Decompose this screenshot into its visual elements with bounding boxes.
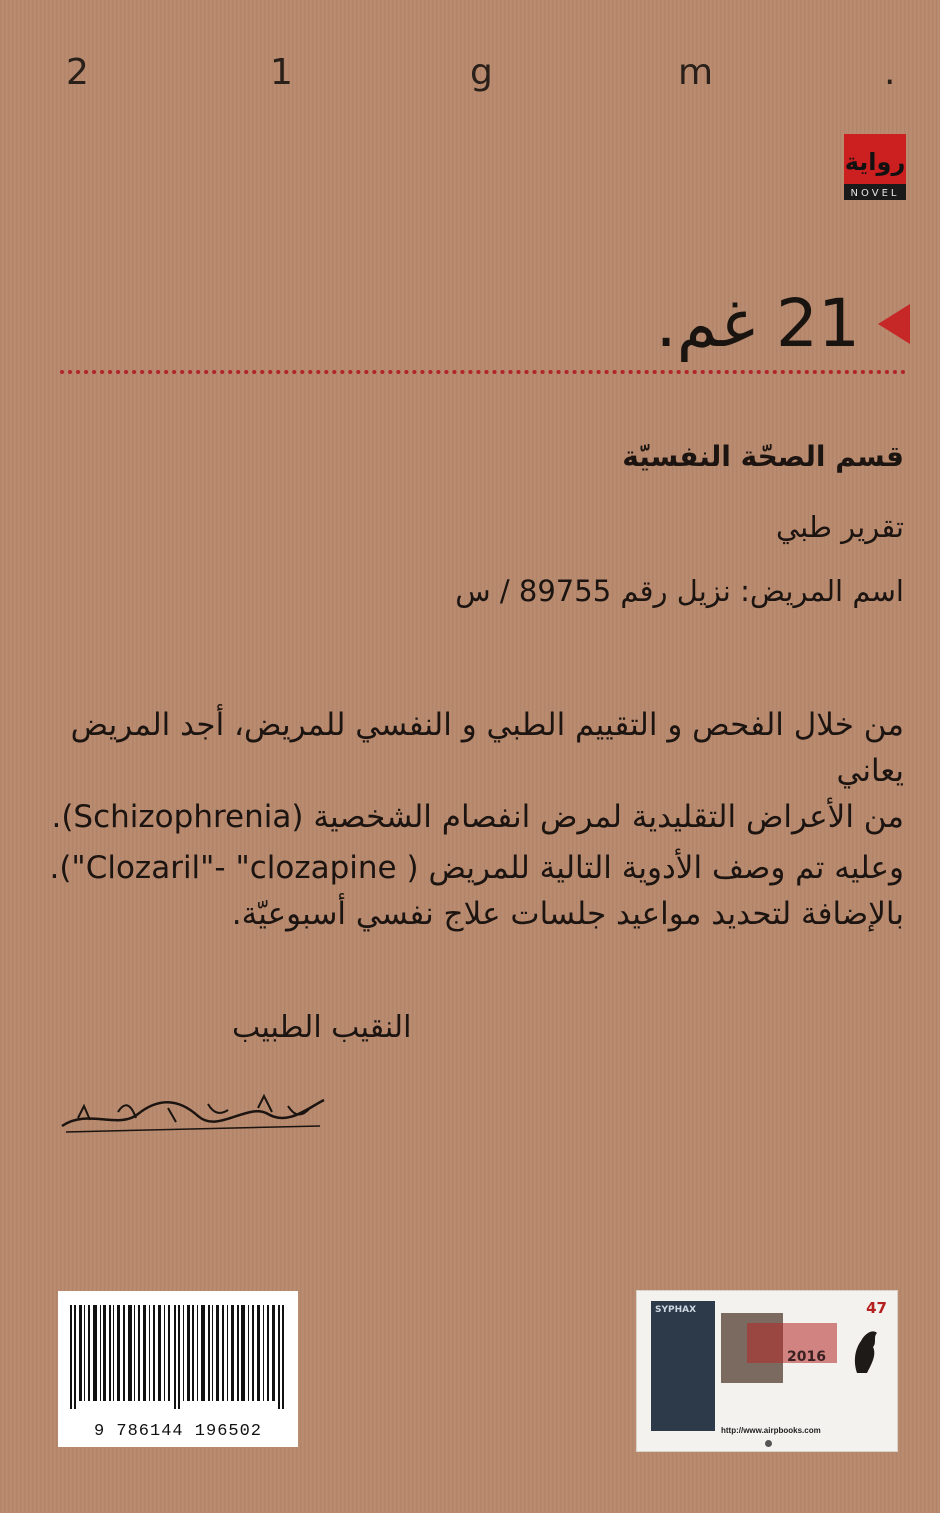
header-letters (0, 52, 940, 102)
department-heading: قسم الصحّة النفسيّة (622, 440, 904, 473)
isbn-barcode (58, 1291, 298, 1447)
doctor-title: النقيب الطبيب (232, 1010, 412, 1045)
treatment-line-2: بالإضافة لتحديد مواعيد جلسات علاج نفسي أسبوعيّة. (231, 896, 904, 932)
title-arrow-icon (878, 304, 910, 344)
doctor-signature (58, 1078, 328, 1138)
title-text: 21 غم. (655, 285, 860, 362)
treatment-paragraph (44, 845, 904, 937)
barcode-bars-icon (70, 1305, 286, 1409)
book-title (656, 284, 910, 364)
diagnosis-line-2: من الأعراض التقليدية لمرض انفصام الشخصية (Schizophrenia). (51, 799, 904, 835)
header-letter-1: 1 (270, 52, 293, 93)
header-letter-g: g (470, 52, 493, 93)
sticker-price: 47 (866, 1299, 887, 1317)
header-letter-dot: . (884, 52, 896, 93)
diagnosis-line-1: من خلال الفحص و التقييم الطبي و النفسي للمريض، أجد المريض يعاني (70, 707, 904, 789)
price-sticker (636, 1290, 898, 1452)
report-type: تقرير طبي (775, 510, 904, 544)
publisher-logo (844, 134, 906, 200)
header-letter-2: 2 (66, 52, 89, 93)
horse-head-icon (847, 1325, 883, 1375)
sticker-hole (765, 1440, 772, 1447)
logo-english-text: NOVEL (850, 188, 900, 199)
signature-icon (58, 1078, 328, 1138)
diagnosis-paragraph (44, 702, 904, 840)
dotted-divider (60, 370, 906, 374)
treatment-line-1: وعليه تم وصف الأدوية التالية للمريض ( Clozaril"- "clozapine"). (49, 850, 904, 886)
logo-arabic-text: رواية (844, 148, 906, 176)
novel-logo-icon (844, 134, 906, 200)
sticker-year: 2016 (787, 1349, 826, 1365)
patient-name: اسم المريض: نزيل رقم 89755 / س (455, 574, 904, 608)
sticker-url: http://www.airpbooks.com (721, 1426, 821, 1435)
book-cover-thumbnail (651, 1301, 715, 1431)
sticker-label: SYPHAX (655, 1305, 697, 1315)
isbn-number: 9 786144 196502 (93, 1422, 263, 1441)
header-letter-m: m (678, 52, 714, 93)
